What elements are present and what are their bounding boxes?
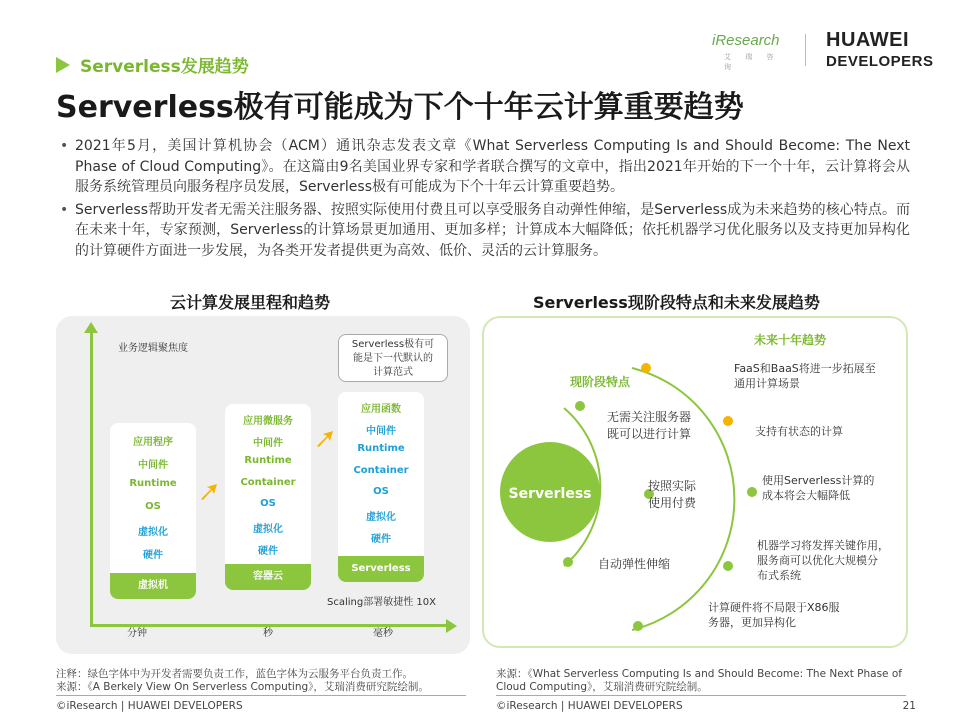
page-number: 21 (902, 700, 916, 712)
stack-layer-item: 应用程序 (133, 437, 173, 448)
stack-layer-item: OS (373, 486, 389, 498)
current-item-text: 使用付费 (648, 496, 697, 510)
right-chart-title: Serverless现阶段特点和未来发展趋势 (533, 293, 820, 312)
iresearch-logo: iResearch 艾 瑞 咨 询 (712, 32, 780, 71)
stack-layer-item: 虚拟化 (138, 527, 168, 538)
trend-dot (723, 416, 733, 426)
logo-divider (805, 34, 806, 66)
bullet-list (60, 136, 910, 263)
section-tag (56, 52, 249, 77)
stack-layer-item: 硬件 (143, 549, 163, 561)
stack-layer-item: OS (260, 498, 276, 510)
arrow-up-right-icon (315, 430, 335, 448)
source-text: 来源：《What Serverless Computing Is and Should Become: The Next Phase of (496, 668, 902, 680)
stack-layer-item: 中间件 (253, 437, 283, 449)
y-axis (90, 330, 93, 627)
future-item-text: 计算硬件将不局限于X86服 (708, 601, 840, 614)
stack-layer-item: Runtime (357, 443, 405, 455)
current-item-text: 既可以进行计算 (607, 427, 692, 441)
stack-layer-item: Runtime (244, 455, 292, 467)
footer-right: ©iResearch | HUAWEI DEVELOPERS (496, 700, 683, 712)
x-tick-label: 毫秒 (373, 628, 393, 639)
stack-layer-item: 应用微服务 (243, 416, 293, 427)
trend-dot (723, 561, 733, 571)
huawei-developers-logo: HUAWEI DEVELOPERS (826, 29, 934, 70)
future-item-text: 支持有状态的计算 (755, 425, 843, 438)
x-tick-label: 秒 (263, 628, 273, 639)
current-item-text: 按照实际 (648, 479, 697, 493)
stack-layer-item: 虚拟化 (253, 524, 283, 535)
stack-layer-item: 应用函数 (361, 404, 401, 415)
stack-layer-item: Container (353, 464, 409, 476)
divider (496, 695, 906, 696)
triangle-icon (56, 57, 70, 73)
section-tag-text: Serverless发展趋势 (80, 57, 249, 77)
arrow-right-icon (446, 619, 457, 633)
future-item-text: 成本将会大幅降低 (762, 489, 850, 502)
stack-layer-item: 中间件 (138, 459, 168, 471)
stack-column (225, 404, 311, 590)
bullet-paragraph: • Serverless帮助开发者无需关注服务器、按照实际使用付费且可以享受服务自动弹性伸缩，是Serverless成为未来趋势的核心特点。而在未来十年，专家预测，Serverless的计算场景更加通用、更加多样；计算成本大幅降低；依托机器学习优化服务以及支持更加异构化的计算硬件方面进一步发展，为各类开发者提供更为高效、低价、灵活的云计算服务。 (60, 200, 910, 262)
stack-layer-item: OS (145, 500, 161, 512)
current-stage-label: 现阶段特点 (569, 375, 631, 389)
note-text: 注释：绿色字体中为开发者需要负责工作，蓝色字体为云服务平台负责工作。 (56, 668, 413, 680)
current-item-text: 自动弹性伸缩 (598, 557, 671, 571)
future-item-text: 通用计算场景 (734, 377, 800, 390)
stack-footer: 虚拟机 (110, 573, 196, 599)
source-text: Cloud Computing》，艾瑞消费研究院绘制。 (496, 681, 708, 693)
stage-dot (575, 401, 585, 411)
trend-dot (747, 487, 757, 497)
stack-layer-item: Runtime (129, 478, 177, 489)
divider (56, 695, 466, 696)
future-item-text: 布式系统 (757, 569, 801, 582)
arrow-up-icon (84, 322, 98, 333)
stack-layer-item: 硬件 (371, 533, 391, 545)
stack-column (110, 423, 196, 599)
source-text: 来源：《A Berkely View On Serverless Computing》，艾瑞消费研究院绘制。 (56, 681, 429, 693)
left-chart-title: 云计算发展里程和趋势 (170, 293, 331, 312)
callout-box: Serverless极有可 能是下一代默认的 计算范式 (338, 334, 448, 382)
x-tick-label: 分钟 (127, 628, 147, 639)
future-item-text: 使用Serverless计算的 (762, 474, 875, 487)
scaling-label: Scaling部署敏捷性 10X (327, 597, 436, 608)
stage-dot (563, 557, 573, 567)
stack-layer-item: 硬件 (258, 545, 278, 557)
future-item-text: 机器学习将发挥关键作用， (757, 539, 889, 552)
footer-left: ©iResearch | HUAWEI DEVELOPERS (56, 700, 243, 712)
future-item-text: 务器，更加异构化 (708, 616, 796, 629)
page-title: Serverless极有可能成为下个十年云计算重要趋势 (56, 90, 744, 125)
bullet-paragraph: • 2021年5月，美国计算机协会（ACM）通讯杂志发表文章《What Serverless Computing Is and Should Become: The Next Phase of Cloud Computing》。在这篇由9名美国业界专家和学者联合撰写的文章中，指出2021年开始的下一个十年，云计算将会从服务系统管理员向服务程序员发展，Serverless极有可能成为下个十年云计算重要趋势。 (60, 136, 910, 198)
current-item-text: 无需关注服务器 (607, 410, 692, 424)
y-axis-label: 业务逻辑聚焦度 (118, 343, 188, 354)
serverless-circle-label: Serverless (508, 486, 592, 502)
stack-layer-item: Container (240, 476, 296, 488)
future-item-text: 服务商可以优化大规模分 (757, 554, 878, 567)
stack-footer: Serverless (338, 556, 424, 582)
future-trend-label: 未来十年趋势 (753, 333, 827, 347)
arrow-up-right-icon (199, 483, 219, 501)
future-item-text: FaaS和BaaS将进一步拓展至 (734, 362, 876, 375)
stack-layer-item: 中间件 (366, 425, 396, 437)
stack-footer: 容器云 (225, 564, 311, 590)
trend-diagram (482, 316, 910, 650)
trend-dot (633, 621, 643, 631)
trend-dot (641, 363, 651, 373)
stack-column (338, 392, 424, 582)
stack-layer-item: 虚拟化 (366, 512, 396, 523)
